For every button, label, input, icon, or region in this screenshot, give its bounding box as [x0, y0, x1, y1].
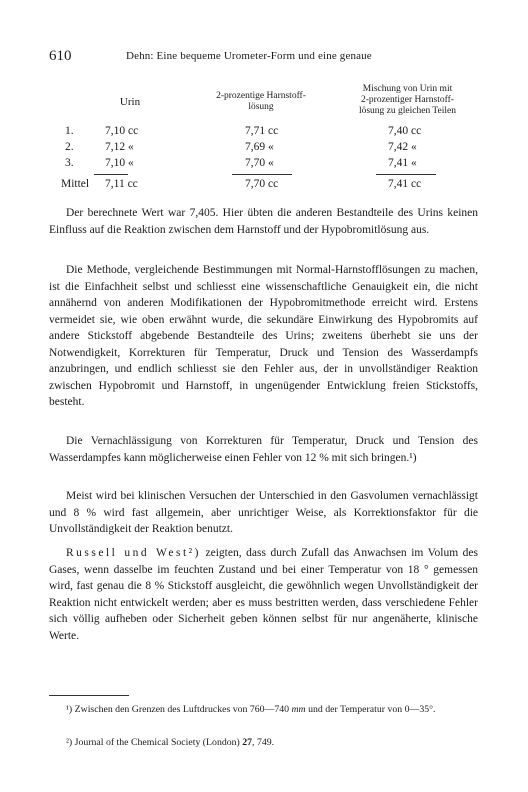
- sum-rule: [94, 174, 128, 175]
- footnote-volume: 27: [242, 737, 253, 748]
- cell-harnstoff: 7,70 «: [245, 157, 274, 169]
- footnote-text: ²) Journal of the Chemical Society (London): [66, 737, 243, 748]
- paragraph: Die Vernachlässigung von Korrekturen für Temperatur, Druck und Tension des Wasserdampfes kann möglicherweise einen Fehler von 12 % mit sich bringen.¹): [49, 435, 478, 464]
- footnote-text: , 749.: [252, 737, 275, 748]
- footnote: [49, 736, 478, 750]
- row-label-mittel: Mittel: [61, 178, 90, 190]
- cell-harnstoff: 7,71 cc: [245, 125, 279, 137]
- footnote-rule: [49, 695, 129, 696]
- column-header-mischung-line3: lösung zu gleichen Teilen: [358, 106, 457, 116]
- column-header-mischung: [335, 84, 480, 117]
- cell-urin: 7,10 cc: [105, 125, 139, 137]
- paragraph: Der berechnete Wert war 7,405. Hier übten die anderen Bestandteile des Urins keinen Einfluss auf die Reaktion zwischen dem Harnstoff und der Hypobromitlösung aus.: [49, 207, 478, 236]
- paragraph-text: zeigten, dass durch Zufall das Anwachsen im Volum des Gases, wenn dasselbe im feuchten Zustand und bei einer Temperatur von 18 ° gemessen wird, fast genau die 8 % Stickstoff ausgleicht, die gewöhnlich wegen Unvollständigkeit der Reaktion nicht entwickelt werden; aber es muss bestritten werden, dass verschiedene Fehler sich völlig aufheben oder Sicherheit geben können selbst für nur angenäherte, klinische Werte.: [49, 547, 478, 642]
- row-label: 3.: [65, 157, 74, 169]
- sum-rule: [376, 174, 436, 175]
- paragraph: [49, 545, 478, 644]
- footnote-unit: mm: [291, 704, 306, 715]
- row-label: 1.: [65, 125, 74, 137]
- running-title: Dehn: Eine bequeme Urometer-Form und eine genaue: [126, 50, 372, 62]
- column-header-urin: Urin: [119, 96, 141, 108]
- cell-urin: 7,10 «: [105, 157, 134, 169]
- cell-harnstoff: 7,69 «: [245, 141, 274, 153]
- cell-mischung: 7,41 cc: [388, 178, 422, 190]
- paragraph: Meist wird bei klinischen Versuchen der Unterschied in den Gasvolumen vernachlässigt und 8 % wird fast allgemein, aber unrichtiger Weise, als Korrektionsfaktor für die Unvollständigkeit der Reaktion benutzt.: [49, 490, 478, 535]
- row-label: 2.: [65, 141, 74, 153]
- author-names: Russell und West²): [66, 547, 201, 559]
- footnote: [49, 703, 478, 717]
- footnote-text: ¹) Zwischen den Grenzen des Luftdruckes von 760—740: [66, 704, 292, 715]
- cell-urin: 7,12 «: [105, 141, 134, 153]
- column-header-mischung-line1: Mischung von Urin mit: [362, 84, 453, 94]
- cell-mischung: 7,40 cc: [388, 125, 422, 137]
- cell-mischung: 7,42 «: [388, 141, 417, 153]
- footnote-text: und der Temperatur von 0—35°.: [305, 704, 436, 715]
- column-header-mischung-line2: 2-prozentiger Harnstoff-: [361, 95, 454, 105]
- column-header-harnstoff-line1: 2-prozentige Harnstoff-: [216, 91, 306, 101]
- page-number: 610: [49, 48, 72, 64]
- cell-harnstoff: 7,70 cc: [245, 178, 279, 190]
- column-header-harnstoff-line2: lösung: [248, 102, 274, 112]
- paragraph: Die Methode, vergleichende Bestimmungen mit Normal-Harnstofflösungen zu machen, ist die Einfachheit selbst und schliesst eine wissenschaftliche Genauigkeit ein, die nicht annähernd von anderen Modifikationen der Hypobromitmethode erreicht wird. Erstens vermeidet sie, wie oben erwähnt wurde, die sekundäre Einwirkung des Hypobromits auf andere Stickstoff abgebende Bestandteile des Urins; zweitens überhebt sie uns der Notwendigkeit, Korrekturen für Temperatur, Druck und Tension des Wasserdampfs anzubringen, und endlich schliesst sie den Fehler aus, der in unvollständiger Reaktion zwischen Hypobromit und Harnstoff, in ungenügender Entwicklung freien Stickstoffs, besteht.: [49, 264, 478, 408]
- column-header-harnstoff: [196, 91, 326, 113]
- cell-mischung: 7,41 «: [388, 157, 417, 169]
- cell-urin: 7,11 cc: [105, 178, 138, 190]
- sum-rule: [232, 174, 292, 175]
